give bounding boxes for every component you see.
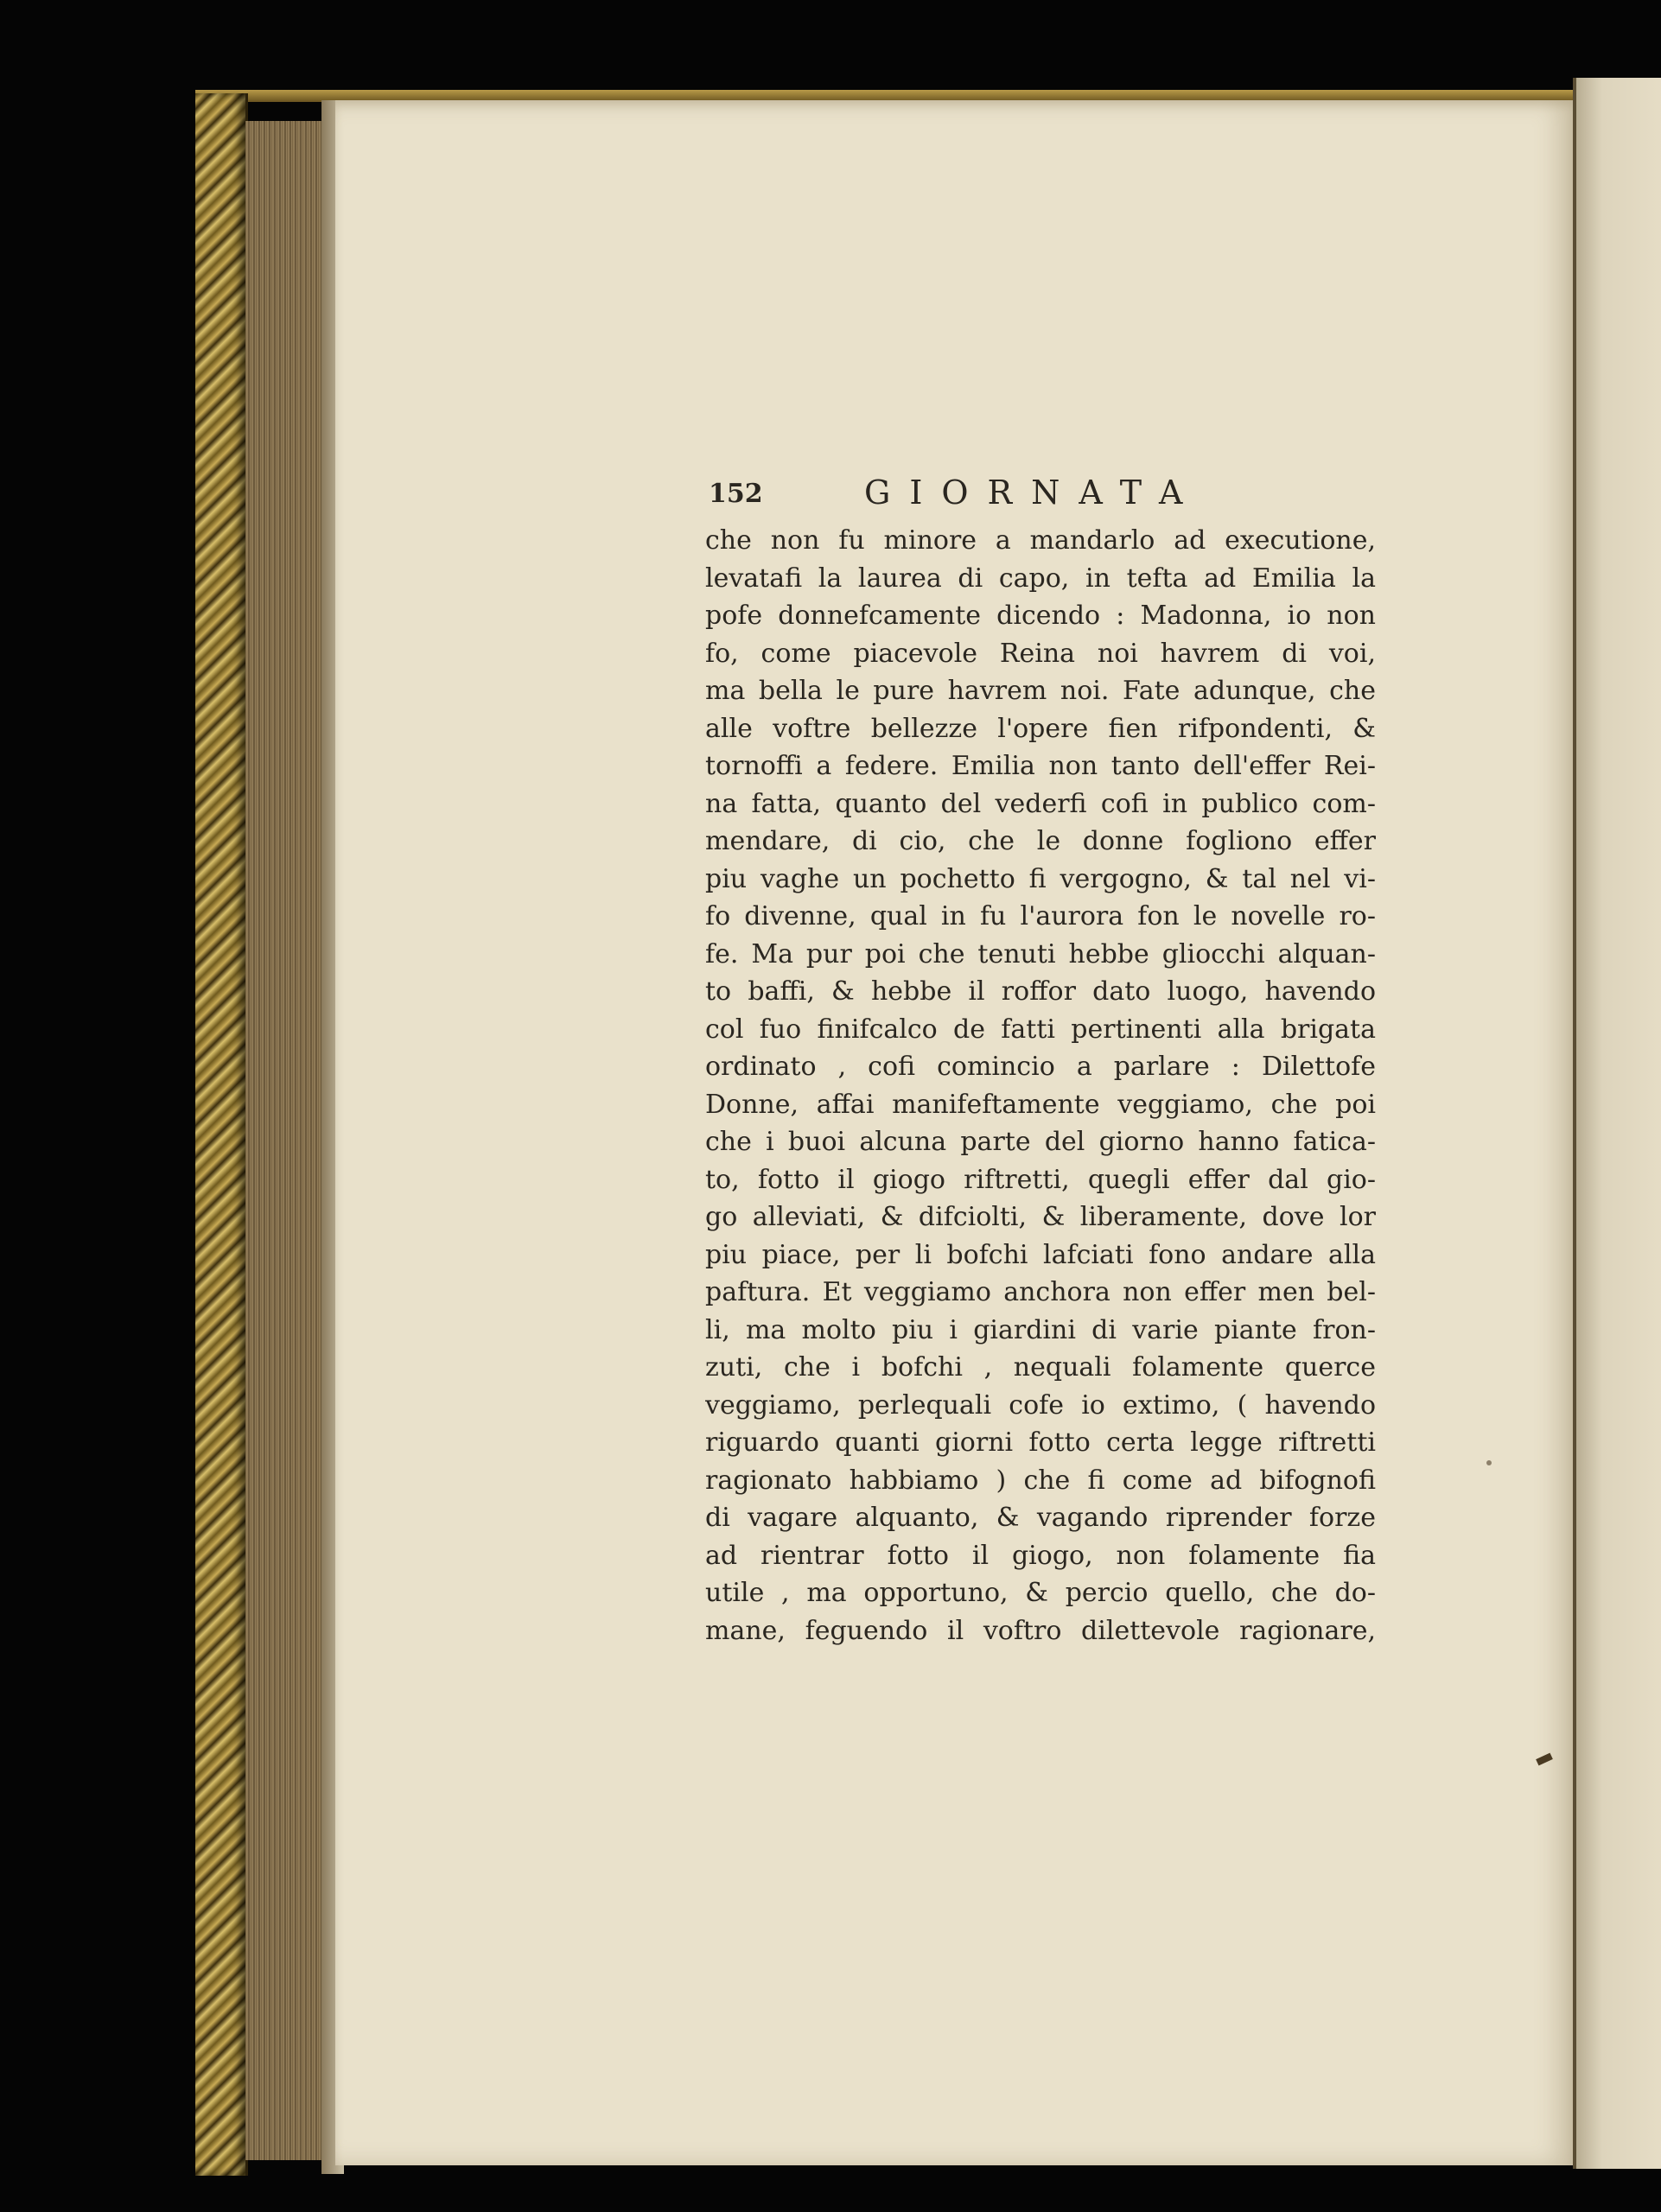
text-line: che non fu minore a mandarlo ad executione, [705, 525, 1376, 556]
text-line: li, ma molto piu i giardini di varie piante fron- [705, 1314, 1376, 1345]
page-number: 152 [709, 479, 763, 509]
text-line: to, fotto il giogo riftretti, quegli effer dal gio- [705, 1164, 1376, 1195]
text-line: piu vaghe un pochetto fi vergogno, & tal nel vi- [705, 863, 1376, 894]
page-edges [245, 121, 334, 2160]
text-line: di vagare alquanto, & vagando riprender forze [705, 1503, 1376, 1533]
text-line: riguardo quanti giorni fotto certa legge riftretti [705, 1427, 1376, 1458]
text-line: na fatta, quanto del vederfi cofi in publico com- [705, 788, 1376, 819]
text-line: piu piace, per li bofchi lafciati fono andare alla [705, 1239, 1376, 1270]
text-line: che i buoi alcuna parte del giorno hanno fatica- [705, 1127, 1376, 1157]
text-line: col fuo finifcalco de fatti pertinenti alla brigata [705, 1014, 1376, 1045]
text-line: tornoffi a federe. Emilia non tanto dell'effer Rei- [705, 751, 1376, 781]
text-line: mane, feguendo il voftro dilettevole ragionare, [705, 1615, 1376, 1646]
text-line: mendare, di cio, che le donne fogliono effer [705, 826, 1376, 856]
text-line: zuti, che i bofchi , nequali folamente querce [705, 1352, 1376, 1382]
text-line: veggiamo, perlequali cofe io extimo, ( havendo [705, 1389, 1376, 1421]
text-line: fo divenne, qual in fu l'aurora fon le novelle ro- [705, 901, 1376, 931]
body-text [705, 522, 1376, 1649]
text-line: utile , ma opportuno, & percio quello, che do- [705, 1578, 1376, 1608]
text-line: to baffi, & hebbe il roffor dato luogo, havendo [705, 976, 1376, 1007]
text-line: ragionato habbiamo ) che fi come ad bifognofi [705, 1465, 1376, 1496]
text-line: paftura. Et veggiamo anchora non effer men bel- [705, 1277, 1376, 1307]
paper-speck [1486, 1460, 1492, 1465]
page-content [705, 474, 1376, 1649]
text-line: ma bella le pure havrem noi. Fate adunque, che [705, 676, 1376, 706]
facing-page-edge [1573, 78, 1661, 2169]
text-line: pofe donnefcamente dicendo : Madonna, io non [705, 601, 1376, 631]
page-header [705, 474, 1376, 517]
text-line: ad rientrar fotto il giogo, non folamente fia [705, 1540, 1376, 1571]
text-line: ordinato , cofi comincio a parlare : Dilettofe [705, 1052, 1376, 1082]
text-line: fe. Ma pur poi che tenuti hebbe gliocchi alquan- [705, 938, 1376, 969]
text-line: levatafi la laurea di capo, in tefta ad Emilia la [705, 563, 1376, 594]
gilded-spine [195, 93, 248, 2176]
text-line: Donne, affai manifeftamente veggiamo, che poi [705, 1089, 1376, 1120]
text-line: fo, come piacevole Reina noi havrem di voi, [705, 638, 1376, 669]
text-line: go alleviati, & difciolti, & liberamente, dove lor [705, 1202, 1376, 1232]
running-head: GIORNATA [864, 474, 1202, 512]
text-line: alle voftre bellezze l'opere fien rifpondenti, & [705, 713, 1376, 744]
